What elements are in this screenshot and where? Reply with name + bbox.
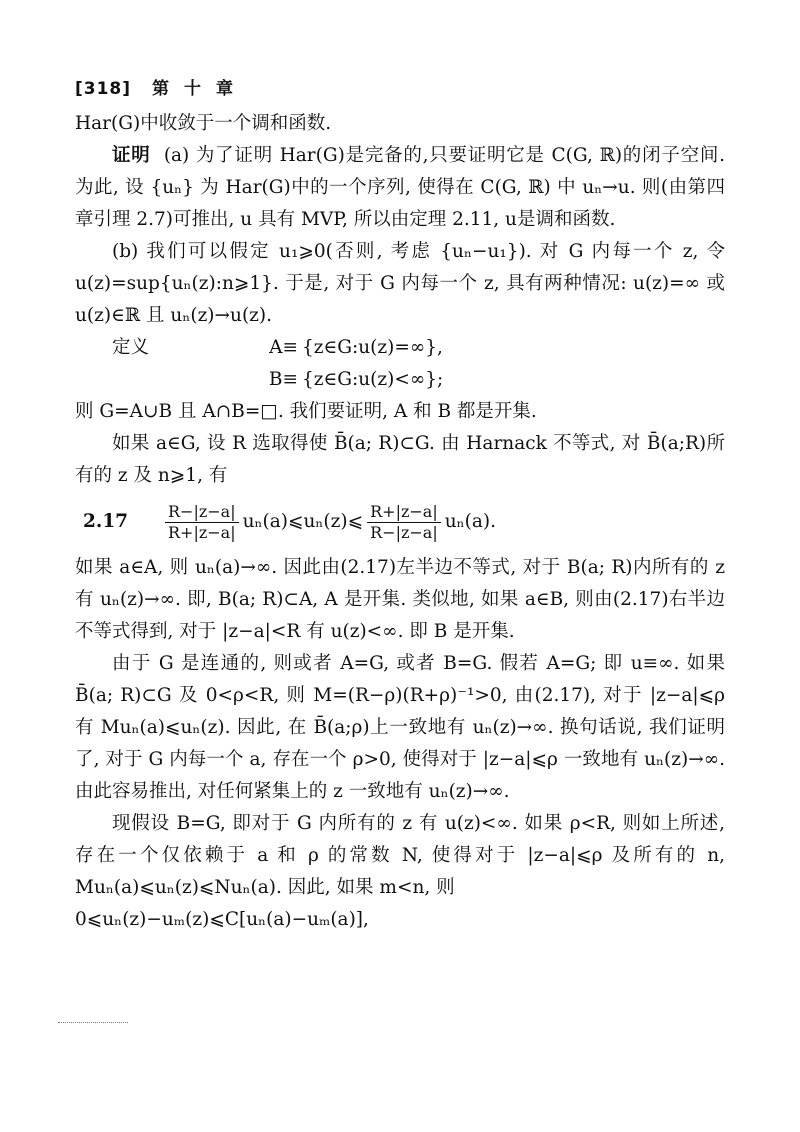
page-body [75, 108, 725, 936]
paragraph-text: (a) 为了证明 Har(G)是完备的,只要证明它是 C(G, ℝ)的闭子空间. 为此, 设 {uₙ} 为 Har(G)中的一个序列, 使得在 C(G, ℝ) 中 uₙ→u. 则(由第四章引理 2.7)可推出, u 具有 MVP, 所以由定理 2.11, u是调和函数. [75, 145, 725, 230]
paragraph: (b) 我们可以假定 u₁⩾0(否则, 考虑 {uₙ−u₁}). 对 G 内每一个 z, 令 u(z)=sup{uₙ(z):n⩾1}. 于是, 对于 G 内每一个 z, 具有两种情况: u(z)=∞ 或 u(z)∈ℝ 且 uₙ(z)→u(z). [75, 241, 725, 326]
definition-block [112, 332, 725, 396]
fraction-numerator: R+|z−a| [367, 502, 441, 523]
chapter-title [152, 79, 248, 99]
paragraph: 现假设 B=G, 即对于 G 内所有的 z 有 u(z)<∞. 如果 ρ<R, 则如上所述, 存在一个仅依赖于 a 和 ρ 的常数 N, 使得对于 |z−a|⩽ρ 及所有的 n, Muₙ(a)⩽uₙ(z)⩽Nuₙ(a). 因此, 如果 m<n, 则 [75, 813, 725, 898]
chapter-char: 章 [215, 79, 234, 99]
proof-label: 证明 [112, 145, 151, 166]
page-header [75, 74, 248, 99]
definition-A-lhs: A≡ [269, 337, 298, 358]
page-number: [318] [75, 79, 132, 99]
definition-B-lhs: B≡ [268, 369, 298, 390]
paragraph: Har(G)中收敛于一个调和函数. [75, 113, 332, 134]
fraction-denominator: R+|z−a| [168, 522, 236, 542]
paragraph: 由于 G 是连通的, 则或者 A=G, 或者 B=G. 假若 A=G; 即 u≡∞. 如果 B̄(a; R)⊂G 及 0<ρ<R, 则 M=(R−ρ)(R+ρ)⁻¹>0, 由(2.17), 对于 |z−a|⩽ρ 有 Muₙ(a)⩽uₙ(z). 因此, 在 B̄(a;ρ)上一致地有 uₙ(z)→∞. 换句话说, 我们证明了, 对于 G 内每一个 a, 存在一个 ρ>0, 使得对于 |z−a|⩽ρ 一致地有 uₙ(z)→∞. 由此容易推出, 对任何紧集上的 z 一致地有 uₙ(z)→∞. [75, 653, 725, 802]
scan-artifact-line [58, 1022, 128, 1023]
final-equation: 0⩽uₙ(z)−uₘ(z)⩽C[uₙ(a)−uₘ(a)], [75, 909, 369, 930]
definition-B-rhs: {z∈G:u(z)<∞}; [302, 369, 444, 390]
fraction-numerator: R−|z−a| [165, 502, 239, 523]
paragraph: 如果 a∈A, 则 uₙ(a)→∞. 因此由(2.17)左半边不等式, 对于 B(a; R)内所有的 z 有 uₙ(z)→∞. 即, B(a; R)⊂A, A 是开集. 类似地, 如果 a∈B, 则由(2.17)右半边不等式得到, 对于 |z−a|<R 有 u(z)<∞. 即 B 是开集. [75, 557, 725, 642]
fraction-denominator: R−|z−a| [370, 522, 438, 542]
definition-A-rhs: {z∈G:u(z)=∞}, [302, 337, 443, 358]
paragraph: 如果 a∈G, 设 R 选取得使 B̄(a; R)⊂G. 由 Harnack 不等式, 对 B̄(a;R)所有的 z 及 n⩾1, 有 [75, 433, 725, 486]
equation-2-17 [75, 494, 725, 550]
chapter-char: 十 [183, 79, 202, 99]
paragraph [75, 140, 725, 236]
paragraph: 则 G=A∪B 且 A∩B=□. 我们要证明, A 和 B 都是开集. [75, 401, 537, 422]
left-fraction [165, 502, 239, 543]
right-fraction [367, 502, 441, 543]
equation-middle: uₙ(a)⩽uₙ(z)⩽ [242, 511, 364, 532]
definition-label: 定义 [112, 337, 150, 358]
equation-tail: uₙ(a). [444, 511, 496, 532]
chapter-char: 第 [151, 79, 170, 99]
equation-number: 2.17 [83, 511, 129, 532]
